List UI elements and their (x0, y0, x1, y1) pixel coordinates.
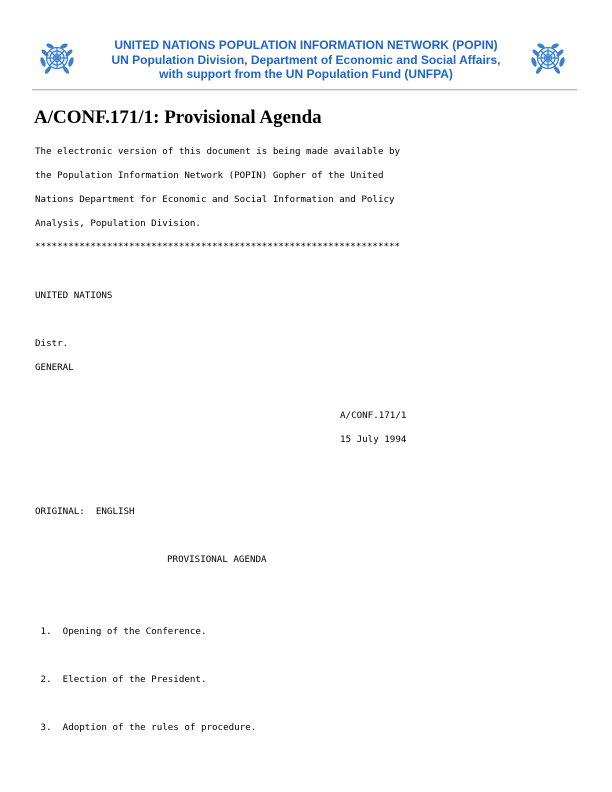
agenda-heading: PROVISIONAL AGENDA (167, 554, 267, 565)
intro-line: the Population Information Network (POPIN) Gopher of the United (35, 170, 384, 181)
agenda-item: 2. Election of the President. (35, 674, 207, 685)
original-language: ORIGINAL: ENGLISH (35, 506, 135, 517)
header-line-2: UN Population Division, Department of Economic and Social Affairs, (111, 52, 501, 67)
agenda-item: 3. Adoption of the rules of procedure. (35, 722, 257, 733)
intro-line: The electronic version of this document is being made available by (35, 146, 401, 157)
intro-line: Nations Department for Economic and Social Information and Policy (35, 194, 395, 205)
header-divider (32, 89, 577, 91)
agenda-item: 1. Opening of the Conference. (35, 626, 207, 637)
intro-line: Analysis, Population Division. (35, 218, 201, 229)
header-line-3: with support from the UN Population Fund (UNFPA) (159, 67, 453, 81)
un-emblem-icon (37, 38, 77, 78)
distribution-value: GENERAL (35, 362, 74, 373)
un-emblem-icon (528, 38, 568, 78)
organization-name: UNITED NATIONS (35, 290, 113, 301)
popin-header (84, 38, 528, 82)
distribution-label: Distr. (35, 338, 69, 349)
separator-line: ****************************************************************** (35, 241, 401, 252)
document-symbol: A/CONF.171/1 (340, 410, 407, 421)
header-line-1: UNITED NATIONS POPULATION INFORMATION NETWORK (POPIN) (114, 38, 498, 52)
document-date: 15 July 1994 (340, 434, 407, 445)
page-title: A/CONF.171/1: Provisional Agenda (34, 107, 322, 128)
